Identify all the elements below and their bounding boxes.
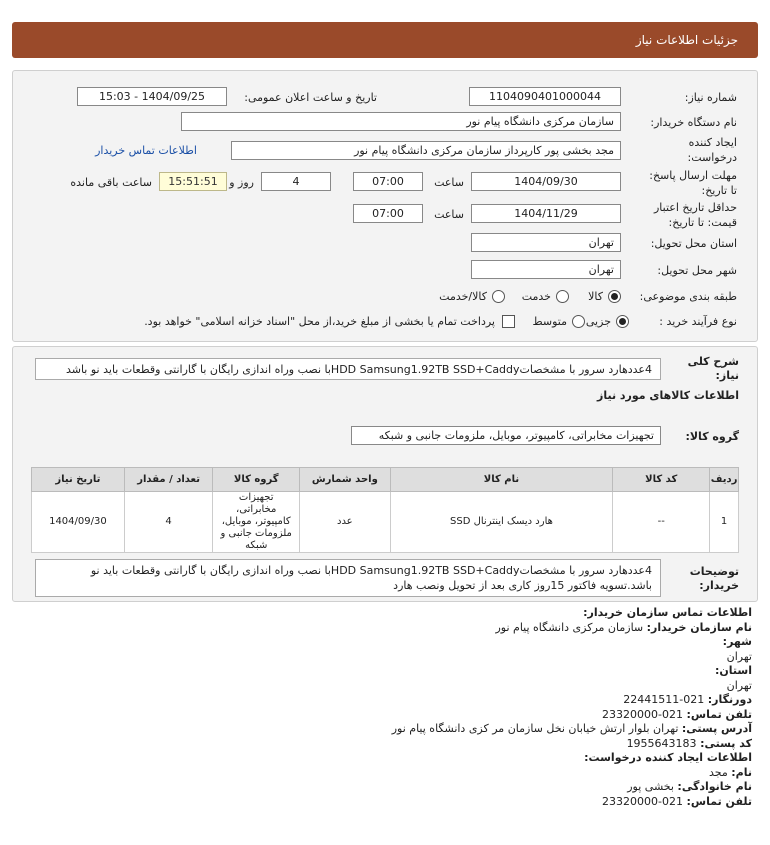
buyer-notes-label-2: خریدار: <box>699 579 739 592</box>
category-option-goods-service: کالا/خدمت <box>439 290 487 303</box>
province-field: تهران <box>471 233 621 252</box>
goods-info-title: اطلاعات کالاهای مورد نیاز <box>597 389 739 402</box>
contact-address-line <box>392 722 752 737</box>
contact-province-value: تهران <box>726 678 752 692</box>
creator-family-value: بخشی پور <box>627 780 674 793</box>
page-title: جزئیات اطلاعات نیاز <box>635 33 738 47</box>
summary-label-1: شرح کلی <box>687 355 739 368</box>
process-radio-medium[interactable] <box>572 315 585 328</box>
table-row <box>32 492 739 553</box>
need-number-label: شماره نیاز: <box>684 91 737 104</box>
validity-label-1: حداقل تاریخ اعتبار <box>653 201 737 214</box>
contact-city-value: تهران <box>726 649 752 663</box>
page-title-bar <box>12 22 758 58</box>
contact-city-key: شهر: <box>722 635 752 648</box>
province-label: استان محل تحویل: <box>650 237 737 250</box>
contact-city-line <box>392 635 752 650</box>
cell-unit: عدد <box>299 492 390 553</box>
contact-fax-line <box>392 693 752 708</box>
buyer-notes-label-1: توضیحات <box>689 565 739 578</box>
contact-address-key: آدرس پستی: <box>681 722 752 735</box>
contact-phone-key: تلفن تماس: <box>686 707 752 721</box>
creator-phone-value: 021-23320000 <box>602 794 684 808</box>
col-header-qty: تعداد / مقدار <box>124 468 213 492</box>
treasury-checkbox[interactable] <box>502 315 515 328</box>
creator-label-2: درخواست: <box>687 151 737 164</box>
contact-org-line <box>392 621 752 636</box>
category-radio-service[interactable] <box>556 290 569 303</box>
cell-row: 1 <box>710 492 739 553</box>
creator-field: مجد بخشی پور کارپرداز سازمان مرکزی دانشگاه پیام نور <box>231 141 621 160</box>
contact-title: اطلاعات تماس سازمان خریدار: <box>583 606 752 619</box>
contact-province-key: استان: <box>715 664 752 677</box>
validity-date-field: 1404/11/29 <box>471 204 621 223</box>
creator-family-key: نام خانوادگی: <box>677 780 752 793</box>
city-field: تهران <box>471 260 621 279</box>
cell-date: 1404/09/30 <box>32 492 125 553</box>
creator-info-title: اطلاعات ایجاد کننده درخواست: <box>584 751 752 764</box>
need-details-panel <box>12 70 758 342</box>
creator-family-line <box>392 780 752 795</box>
creator-name-value: مجد <box>708 765 728 779</box>
buyer-contact-link[interactable]: اطلاعات تماس خریدار <box>95 144 197 157</box>
contact-province-line <box>392 664 752 679</box>
goods-group-label: گروه کالا: <box>685 430 739 443</box>
deadline-label-2: تا تاریخ: <box>701 184 737 197</box>
contact-phone-value: 021-23320000 <box>602 707 684 721</box>
contact-postal-line <box>392 737 752 752</box>
col-header-group: گروه کالا <box>213 468 300 492</box>
deadline-time-field: 07:00 <box>353 172 423 191</box>
items-table <box>31 467 739 553</box>
deadline-time-label: ساعت <box>434 176 464 189</box>
cell-code: -- <box>613 492 710 553</box>
payment-note: پرداخت تمام یا بخشی از مبلغ خرید،از محل "اسناد خزانه اسلامی" خواهد بود. <box>144 315 495 328</box>
creator-name-line <box>392 766 752 781</box>
col-header-date: تاریخ نیاز <box>32 468 125 492</box>
cell-group: تجهیزات مخابراتی، کامپیوتر، موبایل، ملزومات جانبی و شبکه <box>213 492 300 553</box>
category-label: طبقه بندی موضوعی: <box>639 290 737 303</box>
summary-description: 4عددهارد سرور با مشخصاتHDD Samsung1.92TB SSD+Caddyبا نصب وراه اندازی رایگان با گارانتی وقطعات باید نو باشد <box>35 358 661 380</box>
buyer-field: سازمان مرکزی دانشگاه پیام نور <box>181 112 621 131</box>
process-option-medium: متوسط <box>532 315 567 328</box>
creator-name-key: نام: <box>731 765 752 779</box>
contact-postal-key: کد پستی: <box>700 736 752 750</box>
col-header-unit: واحد شمارش <box>299 468 390 492</box>
contact-org-value: سازمان مرکزی دانشگاه پیام نور <box>495 620 644 634</box>
buyer-notes-line-1: 4عددهارد سرور با مشخصاتHDD Samsung1.92TB SSD+Caddyبا نصب وراه اندازی رایگان با گارانتی وقطعات باید نو <box>90 564 652 577</box>
contact-org-key: نام سازمان خریدار: <box>646 620 752 634</box>
category-radio-goods[interactable] <box>608 290 621 303</box>
buyer-label: نام دستگاه خریدار: <box>650 116 737 129</box>
creator-phone-key: تلفن تماس: <box>686 794 752 808</box>
col-header-row: ردیف <box>710 468 739 492</box>
creator-label-1: ایجاد کننده <box>688 136 737 149</box>
days-label: روز و <box>229 176 254 189</box>
contact-address-value: تهران بلوار ارتش خیابان نخل سازمان مر کزی دانشگاه پیام نور <box>391 722 679 735</box>
contact-fax-value: 021-22441511 <box>623 693 705 706</box>
contact-fax-key: دورنگار: <box>707 693 752 706</box>
category-option-goods: کالا <box>588 290 603 303</box>
contact-city-value-line <box>392 650 752 665</box>
contact-postal-value: 1955643183 <box>626 736 697 750</box>
deadline-date-field: 1404/09/30 <box>471 172 621 191</box>
process-label: نوع فرآیند خرید : <box>659 315 737 328</box>
announce-field: 1404/09/25 - 15:03 <box>77 87 227 106</box>
need-number-field: 1104090401000044 <box>469 87 621 106</box>
category-radio-goods-service[interactable] <box>492 290 505 303</box>
category-option-service: خدمت <box>521 290 551 303</box>
buyer-notes-line-2: باشد.تسویه فاکتور 15روز کاری بعد از تحویل ونصب هارد <box>393 579 652 592</box>
contact-province-value-line <box>392 679 752 694</box>
creator-phone-line <box>392 795 752 810</box>
items-panel <box>12 346 758 602</box>
days-field: 4 <box>261 172 331 191</box>
cell-name: هارد دیسک اینترنال SSD <box>390 492 613 553</box>
summary-label-2: نیاز: <box>715 369 739 382</box>
col-header-code: کد کالا <box>613 468 710 492</box>
validity-time-field: 07:00 <box>353 204 423 223</box>
goods-group-field: تجهیزات مخابراتی، کامپیوتر، موبایل، ملزومات جانبی و شبکه <box>351 426 661 445</box>
buyer-notes-box <box>35 559 661 597</box>
col-header-name: نام کالا <box>390 468 613 492</box>
deadline-label-1: مهلت ارسال پاسخ: <box>649 169 737 182</box>
announce-label: تاریخ و ساعت اعلان عمومی: <box>244 91 377 104</box>
contact-phone-line <box>392 708 752 723</box>
table-header-row <box>32 468 739 492</box>
process-option-minor: جزیی <box>585 315 611 328</box>
process-radio-minor[interactable] <box>616 315 629 328</box>
validity-time-label: ساعت <box>434 208 464 221</box>
remaining-label: ساعت باقی مانده <box>70 176 152 189</box>
buyer-contact-section <box>392 606 752 809</box>
validity-label-2: قیمت: تا تاریخ: <box>668 216 737 229</box>
cell-qty: 4 <box>124 492 213 553</box>
city-label: شهر محل تحویل: <box>657 264 737 277</box>
remaining-timer: 15:51:51 <box>159 172 227 191</box>
